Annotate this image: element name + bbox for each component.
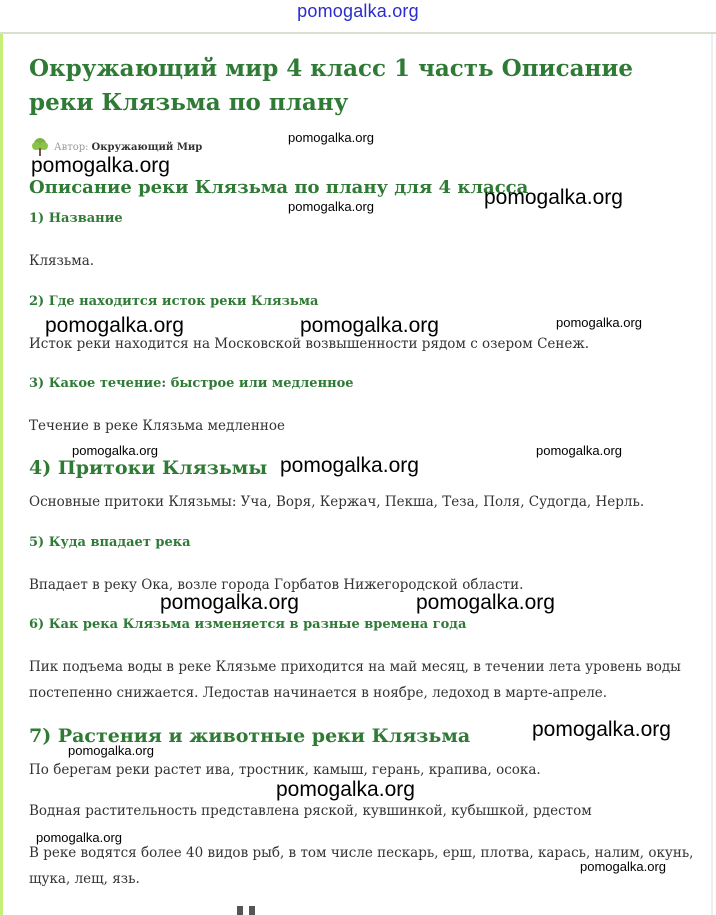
top-site-watermark: pomogalka.org [297, 1, 419, 21]
watermark: pomogalka.org [300, 314, 439, 337]
section-heading: Описание реки Клязьма по плану для 4 класса [29, 177, 529, 198]
author-name[interactable]: Окружающий Мир [91, 141, 203, 153]
answer-7-fish: В реке водятся более 40 видов рыб, в том числе пескарь, ерш, плотва, карась, налим, окунь, щука, лещ, язь. [29, 845, 694, 887]
right-border [711, 34, 713, 915]
watermark: pomogalka.org [536, 443, 622, 458]
question-6: 6) Как река Клязьма изменяется в разные времена года [29, 617, 467, 632]
left-accent-border [0, 34, 3, 915]
page-title: Окружающий мир 4 класс 1 часть Описание реки Клязьма по плану [29, 55, 634, 116]
watermark: pomogalka.org [45, 314, 184, 337]
header-divider [0, 32, 716, 34]
watermark: pomogalka.org [484, 186, 623, 209]
answer-4: Основные притоки Клязьмы: Уча, Воря, Кержач, Пекша, Теза, Поля, Судогда, Нерль. [29, 494, 645, 510]
answer-7-water-plants: Водная растительность представлена ряской, кувшинкой, кубышкой, рдестом [29, 803, 592, 819]
author-line [30, 137, 202, 157]
tree-icon [30, 137, 50, 157]
question-1: 1) Название [29, 211, 123, 226]
watermark: pomogalka.org [72, 443, 158, 458]
question-2: 2) Где находится исток реки Клязьма [29, 294, 319, 309]
question-7: 7) Растения и животные реки Клязьма [29, 725, 471, 747]
cut-off-text [237, 906, 267, 915]
watermark: pomogalka.org [68, 743, 154, 758]
watermark: pomogalka.org [416, 591, 555, 614]
watermark: pomogalka.org [288, 199, 374, 214]
watermark: pomogalka.org [580, 859, 666, 874]
question-5: 5) Куда впадает река [29, 535, 191, 550]
answer-7-plants: По берегам реки растет ива, тростник, камыш, герань, крапива, осока. [29, 762, 541, 778]
watermark: pomogalka.org [36, 830, 122, 845]
watermark: pomogalka.org [280, 454, 419, 477]
answer-5: Впадает в реку Ока, возле города Горбатов Нижегородской области. [29, 577, 524, 593]
question-3: 3) Какое течение: быстрое или медленное [29, 376, 354, 391]
answer-2: Исток реки находится на Московской возвышенности рядом с озером Сенеж. [29, 336, 590, 352]
watermark: pomogalka.org [556, 315, 642, 330]
answer-1: Клязьма. [29, 253, 95, 269]
watermark: pomogalka.org [31, 154, 170, 177]
watermark: pomogalka.org [160, 591, 299, 614]
answer-3: Течение в реке Клязьма медленное [29, 418, 285, 434]
question-4: 4) Притоки Клязьмы [29, 457, 268, 479]
watermark: pomogalka.org [532, 718, 671, 741]
watermark: pomogalka.org [276, 778, 415, 801]
watermark: pomogalka.org [288, 130, 374, 145]
answer-6: Пик подъема воды в реке Клязьме приходится на май месяц, в течении лета уровень воды постепенно снижается. Ледостав начинается в ноябре, ледоход в марте-апреле. [29, 659, 681, 701]
author-label: Автор: [54, 141, 89, 153]
